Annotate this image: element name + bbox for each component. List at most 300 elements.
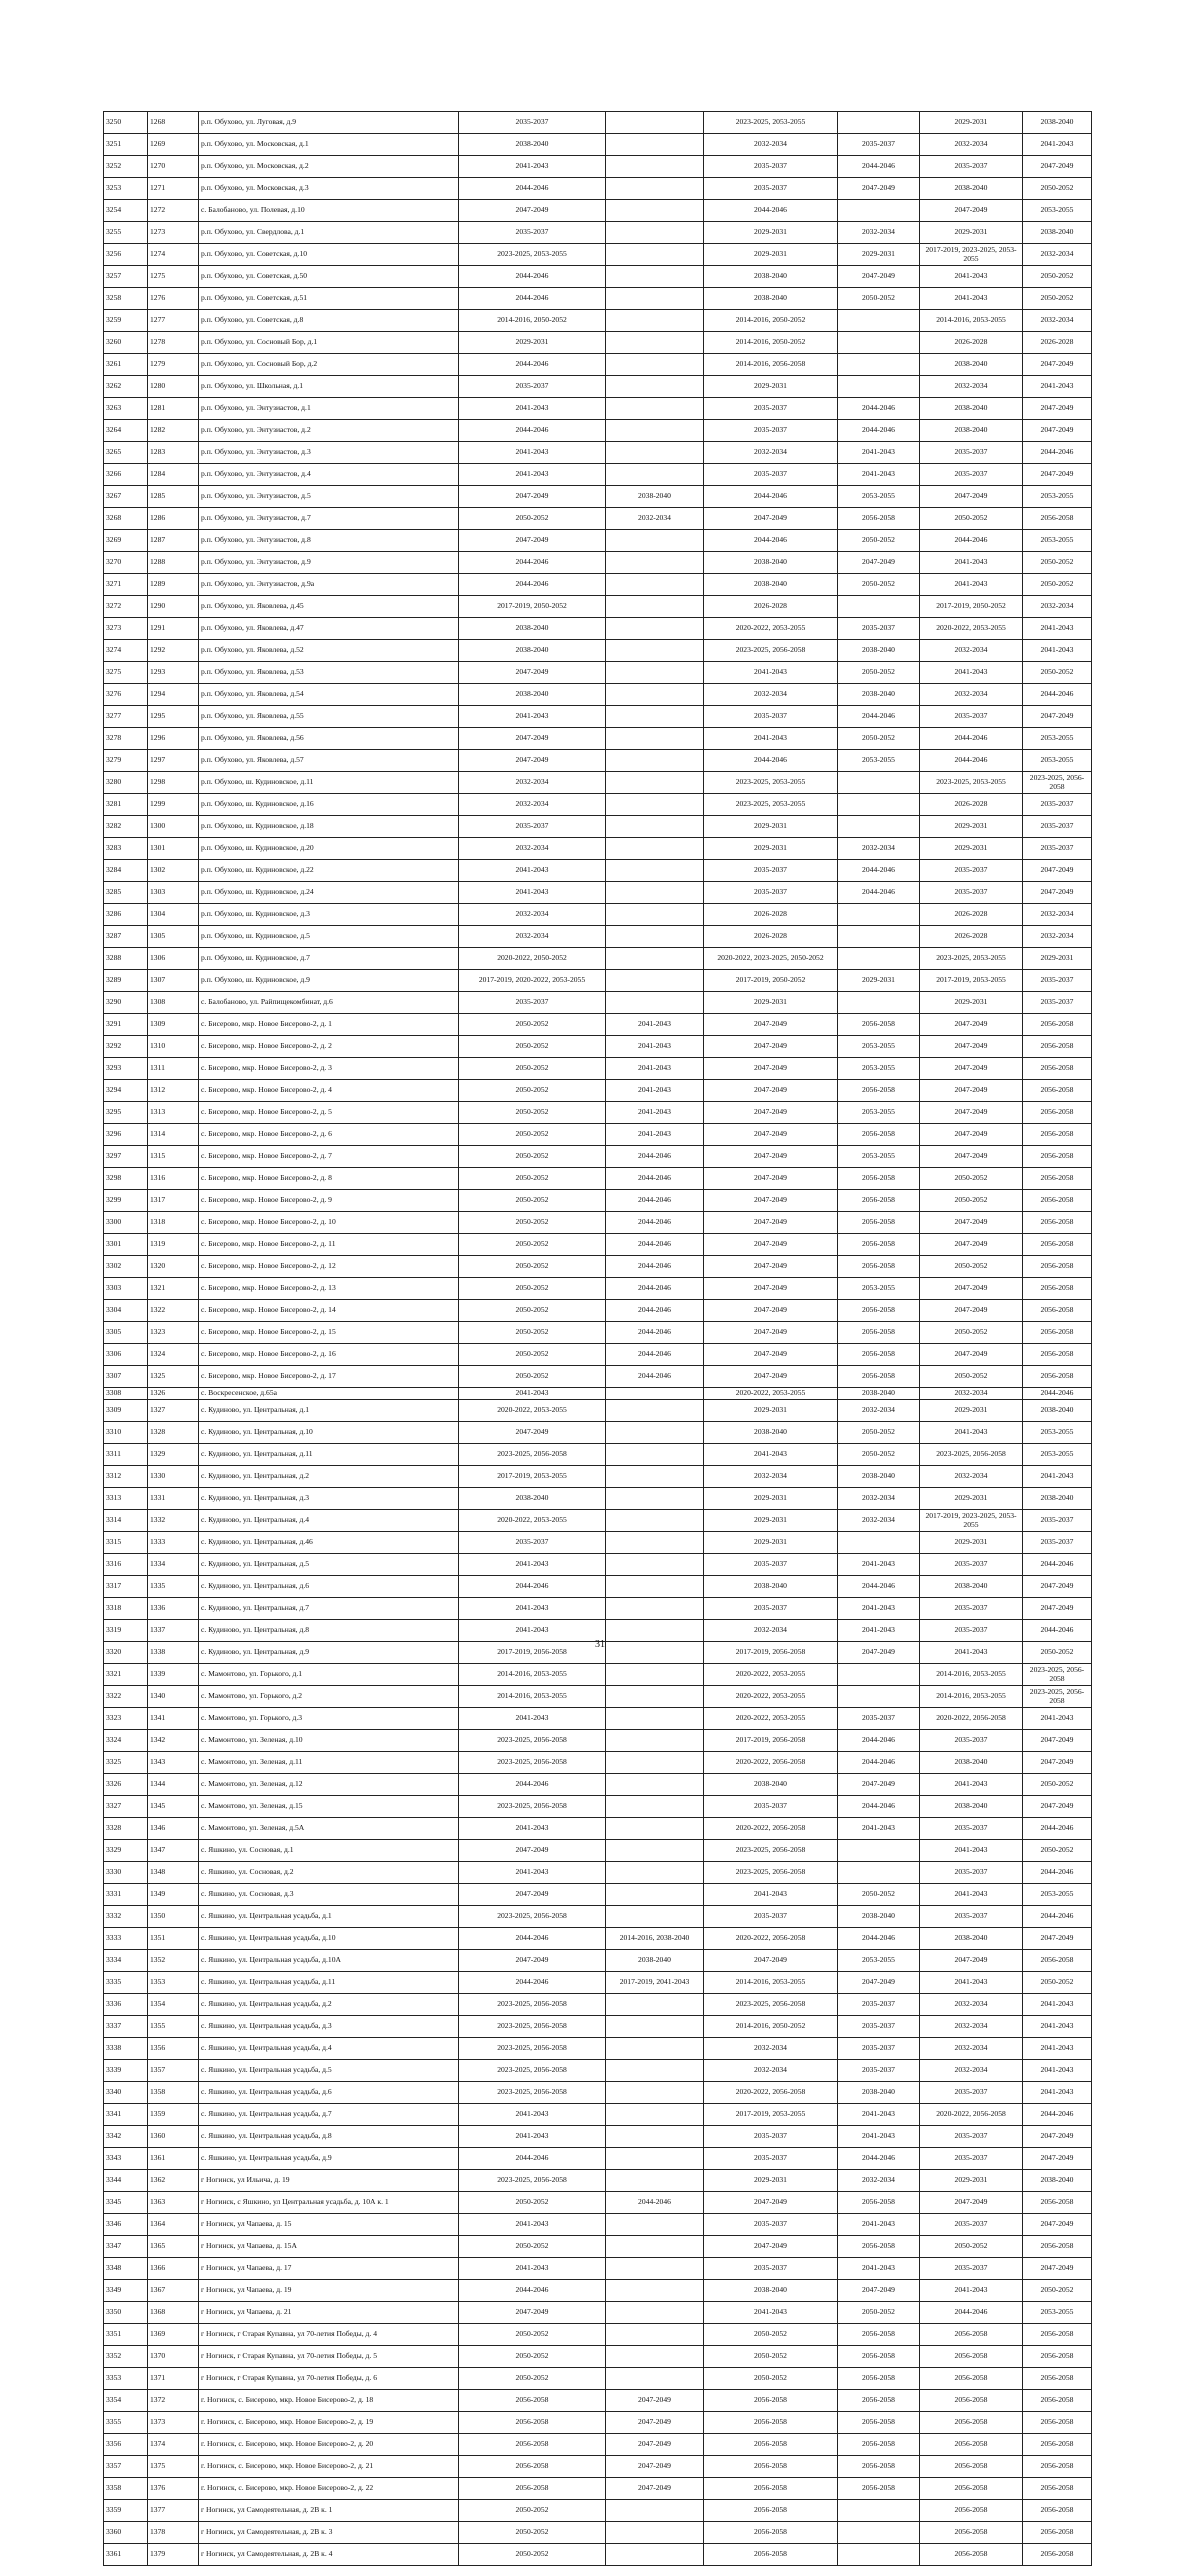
period-cell-2: 2044-2046	[606, 1344, 704, 1366]
period-cell-4: 2041-2043	[838, 2104, 920, 2126]
period-cell-3: 2023-2025, 2056-2058	[704, 1840, 838, 1862]
period-cell-2	[606, 706, 704, 728]
period-cell-5: 2035-2037	[920, 156, 1023, 178]
period-cell-2	[606, 926, 704, 948]
period-cell-6: 2047-2049	[1023, 2214, 1092, 2236]
period-cell-1: 2023-2025, 2053-2055	[459, 244, 606, 266]
period-cell-2	[606, 662, 704, 684]
period-cell-5: 2035-2037	[920, 2082, 1023, 2104]
period-cell-6: 2056-2058	[1023, 1278, 1092, 1300]
row-number-cell: 3325	[104, 1752, 148, 1774]
period-cell-4: 2035-2037	[838, 1994, 920, 2016]
address-cell: р.п. Обухово, ш. Кудиновское, д.11	[199, 772, 459, 794]
period-cell-6: 2056-2058	[1023, 2522, 1092, 2544]
period-cell-6: 2029-2031	[1023, 948, 1092, 970]
building-id-cell: 1368	[148, 2302, 199, 2324]
building-id-cell: 1377	[148, 2500, 199, 2522]
period-cell-6: 2056-2058	[1023, 2368, 1092, 2390]
table-row	[104, 618, 1092, 640]
table-row	[104, 1234, 1092, 1256]
period-cell-6: 2056-2058	[1023, 1058, 1092, 1080]
building-id-cell: 1276	[148, 288, 199, 310]
period-cell-6: 2056-2058	[1023, 2324, 1092, 2346]
period-cell-6: 2035-2037	[1023, 970, 1092, 992]
period-cell-4: 2041-2043	[838, 1818, 920, 1840]
building-id-cell: 1336	[148, 1598, 199, 1620]
row-number-cell: 3298	[104, 1168, 148, 1190]
period-cell-6: 2041-2043	[1023, 2060, 1092, 2082]
period-cell-3: 2056-2058	[704, 2522, 838, 2544]
period-cell-6: 2056-2058	[1023, 1080, 1092, 1102]
period-cell-5: 2056-2058	[920, 2324, 1023, 2346]
building-id-cell: 1348	[148, 1862, 199, 1884]
period-cell-4: 2050-2052	[838, 288, 920, 310]
period-cell-3: 2032-2034	[704, 684, 838, 706]
table-row	[104, 640, 1092, 662]
row-number-cell: 3289	[104, 970, 148, 992]
period-cell-4: 2056-2058	[838, 2192, 920, 2214]
address-cell: с. Бисерово, мкр. Новое Бисерово-2, д. 5	[199, 1102, 459, 1124]
table-row	[104, 1664, 1092, 1686]
row-number-cell: 3272	[104, 596, 148, 618]
period-cell-6: 2056-2058	[1023, 1300, 1092, 1322]
building-id-cell: 1296	[148, 728, 199, 750]
row-number-cell: 3328	[104, 1818, 148, 1840]
building-id-cell: 1379	[148, 2544, 199, 2566]
period-cell-4: 2041-2043	[838, 464, 920, 486]
table-row	[104, 2456, 1092, 2478]
period-cell-2	[606, 1906, 704, 1928]
period-cell-1: 2023-2025, 2056-2058	[459, 2170, 606, 2192]
period-cell-6: 2050-2052	[1023, 1972, 1092, 1994]
address-cell: г Ногинск, ул Чапаева, д. 19	[199, 2280, 459, 2302]
table-row	[104, 2302, 1092, 2324]
table-row	[104, 1466, 1092, 1488]
address-cell: с. Бисерово, мкр. Новое Бисерово-2, д. 16	[199, 1344, 459, 1366]
period-cell-4: 2050-2052	[838, 662, 920, 684]
period-cell-4: 2029-2031	[838, 244, 920, 266]
period-cell-1: 2029-2031	[459, 332, 606, 354]
row-number-cell: 3320	[104, 1642, 148, 1664]
address-cell: с. Мамонтово, ул. Горького, д.2	[199, 1686, 459, 1708]
row-number-cell: 3312	[104, 1466, 148, 1488]
period-cell-4: 2056-2058	[838, 2368, 920, 2390]
building-id-cell: 1352	[148, 1950, 199, 1972]
period-cell-1: 2038-2040	[459, 1488, 606, 1510]
period-cell-6: 2056-2058	[1023, 1102, 1092, 1124]
address-cell: р.п. Обухово, ш. Кудиновское, д.20	[199, 838, 459, 860]
period-cell-5: 2035-2037	[920, 2126, 1023, 2148]
period-cell-4: 2056-2058	[838, 1080, 920, 1102]
address-cell: с. Бисерово, мкр. Новое Бисерово-2, д. 1	[199, 1014, 459, 1036]
period-cell-5: 2041-2043	[920, 288, 1023, 310]
address-cell: р.п. Обухово, ш. Кудиновское, д.16	[199, 794, 459, 816]
period-cell-6: 2056-2058	[1023, 1014, 1092, 1036]
building-id-cell: 1343	[148, 1752, 199, 1774]
period-cell-3: 2056-2058	[704, 2478, 838, 2500]
period-cell-1: 2035-2037	[459, 112, 606, 134]
period-cell-1: 2056-2058	[459, 2412, 606, 2434]
period-cell-2	[606, 1796, 704, 1818]
row-number-cell: 3353	[104, 2368, 148, 2390]
period-cell-2	[606, 222, 704, 244]
period-cell-1: 2020-2022, 2053-2055	[459, 1400, 606, 1422]
period-cell-6: 2038-2040	[1023, 1400, 1092, 1422]
period-cell-3: 2014-2016, 2053-2055	[704, 1972, 838, 1994]
address-cell: с. Бисерово, мкр. Новое Бисерово-2, д. 12	[199, 1256, 459, 1278]
period-cell-3: 2023-2025, 2053-2055	[704, 794, 838, 816]
period-cell-3: 2029-2031	[704, 1510, 838, 1532]
table-row	[104, 904, 1092, 926]
period-cell-5: 2035-2037	[920, 2214, 1023, 2236]
period-cell-6: 2047-2049	[1023, 860, 1092, 882]
table-row	[104, 992, 1092, 1014]
row-number-cell: 3268	[104, 508, 148, 530]
period-cell-6: 2056-2058	[1023, 1344, 1092, 1366]
period-cell-5: 2047-2049	[920, 1058, 1023, 1080]
row-number-cell: 3314	[104, 1510, 148, 1532]
period-cell-1: 2050-2052	[459, 2522, 606, 2544]
period-cell-3: 2035-2037	[704, 882, 838, 904]
period-cell-1: 2023-2025, 2056-2058	[459, 1994, 606, 2016]
table-row	[104, 2192, 1092, 2214]
building-id-cell: 1333	[148, 1532, 199, 1554]
schedule-table	[103, 111, 1092, 2566]
period-cell-2: 2047-2049	[606, 2456, 704, 2478]
period-cell-6: 2044-2046	[1023, 442, 1092, 464]
period-cell-3: 2035-2037	[704, 1598, 838, 1620]
period-cell-1: 2023-2025, 2056-2058	[459, 2082, 606, 2104]
period-cell-1: 2047-2049	[459, 1422, 606, 1444]
address-cell: с. Мамонтово, ул. Горького, д.1	[199, 1664, 459, 1686]
period-cell-6: 2044-2046	[1023, 1554, 1092, 1576]
period-cell-1: 2050-2052	[459, 1278, 606, 1300]
table-row	[104, 1058, 1092, 1080]
period-cell-5: 2038-2040	[920, 1796, 1023, 1818]
period-cell-3: 2026-2028	[704, 596, 838, 618]
building-id-cell: 1303	[148, 882, 199, 904]
period-cell-4: 2050-2052	[838, 1444, 920, 1466]
period-cell-4: 2035-2037	[838, 2038, 920, 2060]
period-cell-3: 2038-2040	[704, 1774, 838, 1796]
period-cell-3: 2029-2031	[704, 816, 838, 838]
period-cell-3: 2023-2025, 2053-2055	[704, 112, 838, 134]
period-cell-3: 2020-2022, 2053-2055	[704, 618, 838, 640]
building-id-cell: 1284	[148, 464, 199, 486]
address-cell: г Ногинск, ул Чапаева, д. 17	[199, 2258, 459, 2280]
building-id-cell: 1314	[148, 1124, 199, 1146]
row-number-cell: 3305	[104, 1322, 148, 1344]
period-cell-2: 2044-2046	[606, 1234, 704, 1256]
period-cell-5: 2032-2034	[920, 1388, 1023, 1400]
period-cell-4: 2044-2046	[838, 2148, 920, 2170]
row-number-cell: 3292	[104, 1036, 148, 1058]
address-cell: р.п. Обухово, ул. Школьная, д.1	[199, 376, 459, 398]
address-cell: р.п. Обухово, ул. Яковлева, д.54	[199, 684, 459, 706]
table-row	[104, 2522, 1092, 2544]
period-cell-2	[606, 1664, 704, 1686]
period-cell-5: 2047-2049	[920, 1014, 1023, 1036]
period-cell-5: 2026-2028	[920, 332, 1023, 354]
period-cell-3: 2047-2049	[704, 1300, 838, 1322]
row-number-cell: 3265	[104, 442, 148, 464]
address-cell: г. Ногинск, с. Бисерово, мкр. Новое Бисерово-2, д. 18	[199, 2390, 459, 2412]
row-number-cell: 3262	[104, 376, 148, 398]
table-row	[104, 354, 1092, 376]
period-cell-2	[606, 1510, 704, 1532]
period-cell-2: 2044-2046	[606, 1212, 704, 1234]
period-cell-3: 2023-2025, 2056-2058	[704, 1862, 838, 1884]
period-cell-4: 2044-2046	[838, 882, 920, 904]
period-cell-5: 2035-2037	[920, 464, 1023, 486]
row-number-cell: 3356	[104, 2434, 148, 2456]
building-id-cell: 1268	[148, 112, 199, 134]
period-cell-4: 2056-2058	[838, 1344, 920, 1366]
period-cell-5: 2041-2043	[920, 1774, 1023, 1796]
period-cell-3: 2044-2046	[704, 750, 838, 772]
address-cell: с. Яшкино, ул. Центральная усадьба, д.11	[199, 1972, 459, 1994]
period-cell-6: 2053-2055	[1023, 2302, 1092, 2324]
table-row	[104, 2214, 1092, 2236]
period-cell-3: 2014-2016, 2050-2052	[704, 310, 838, 332]
period-cell-3: 2056-2058	[704, 2434, 838, 2456]
period-cell-5: 2038-2040	[920, 178, 1023, 200]
address-cell: р.п. Обухово, ш. Кудиновское, д.7	[199, 948, 459, 970]
period-cell-5: 2056-2058	[920, 2346, 1023, 2368]
period-cell-5: 2041-2043	[920, 552, 1023, 574]
period-cell-3: 2020-2022, 2053-2055	[704, 1686, 838, 1708]
period-cell-6: 2047-2049	[1023, 1928, 1092, 1950]
period-cell-2	[606, 970, 704, 992]
period-cell-1: 2032-2034	[459, 794, 606, 816]
period-cell-6: 2026-2028	[1023, 332, 1092, 354]
period-cell-1: 2050-2052	[459, 508, 606, 530]
period-cell-4	[838, 2544, 920, 2566]
period-cell-1: 2050-2052	[459, 2236, 606, 2258]
building-id-cell: 1354	[148, 1994, 199, 2016]
period-cell-6: 2056-2058	[1023, 2346, 1092, 2368]
table-row	[104, 2148, 1092, 2170]
period-cell-3: 2023-2025, 2056-2058	[704, 1994, 838, 2016]
period-cell-3: 2041-2043	[704, 2302, 838, 2324]
period-cell-4: 2038-2040	[838, 684, 920, 706]
building-id-cell: 1309	[148, 1014, 199, 1036]
period-cell-2	[606, 2302, 704, 2324]
building-id-cell: 1304	[148, 904, 199, 926]
row-number-cell: 3335	[104, 1972, 148, 1994]
period-cell-5: 2026-2028	[920, 926, 1023, 948]
period-cell-3: 2017-2019, 2056-2058	[704, 1730, 838, 1752]
period-cell-2: 2047-2049	[606, 2390, 704, 2412]
address-cell: р.п. Обухово, ул. Энтузиастов, д.2	[199, 420, 459, 442]
period-cell-1: 2038-2040	[459, 684, 606, 706]
address-cell: р.п. Обухово, ул. Яковлева, д.56	[199, 728, 459, 750]
period-cell-6: 2056-2058	[1023, 1168, 1092, 1190]
period-cell-3: 2047-2049	[704, 1124, 838, 1146]
period-cell-3: 2020-2022, 2053-2055	[704, 1664, 838, 1686]
period-cell-5: 2047-2049	[920, 1950, 1023, 1972]
building-id-cell: 1355	[148, 2016, 199, 2038]
period-cell-5: 2035-2037	[920, 2258, 1023, 2280]
period-cell-4	[838, 310, 920, 332]
row-number-cell: 3340	[104, 2082, 148, 2104]
address-cell: р.п. Обухово, ул. Советская, д.50	[199, 266, 459, 288]
period-cell-1: 2050-2052	[459, 1124, 606, 1146]
period-cell-3: 2023-2025, 2056-2058	[704, 640, 838, 662]
period-cell-3: 2035-2037	[704, 2258, 838, 2280]
table-row	[104, 134, 1092, 156]
period-cell-5: 2044-2046	[920, 530, 1023, 552]
period-cell-4: 2056-2058	[838, 1234, 920, 1256]
period-cell-4	[838, 332, 920, 354]
period-cell-2	[606, 420, 704, 442]
period-cell-3: 2047-2049	[704, 1344, 838, 1366]
table-row	[104, 332, 1092, 354]
period-cell-3: 2026-2028	[704, 926, 838, 948]
period-cell-1: 2020-2022, 2053-2055	[459, 1510, 606, 1532]
period-cell-1: 2023-2025, 2056-2058	[459, 2016, 606, 2038]
table-row	[104, 1510, 1092, 1532]
period-cell-4: 2035-2037	[838, 1708, 920, 1730]
address-cell: с. Бисерово, мкр. Новое Бисерово-2, д. 3	[199, 1058, 459, 1080]
building-id-cell: 1369	[148, 2324, 199, 2346]
period-cell-5: 2029-2031	[920, 222, 1023, 244]
address-cell: с. Яшкино, ул. Центральная усадьба, д.9	[199, 2148, 459, 2170]
period-cell-4: 2056-2058	[838, 1190, 920, 1212]
period-cell-4: 2053-2055	[838, 1278, 920, 1300]
table-row	[104, 1576, 1092, 1598]
period-cell-2	[606, 1818, 704, 1840]
period-cell-1: 2050-2052	[459, 2544, 606, 2566]
table-row	[104, 112, 1092, 134]
period-cell-6: 2041-2043	[1023, 2038, 1092, 2060]
period-cell-4: 2053-2055	[838, 1058, 920, 1080]
period-cell-1: 2041-2043	[459, 442, 606, 464]
building-id-cell: 1312	[148, 1080, 199, 1102]
table-row	[104, 310, 1092, 332]
period-cell-6: 2044-2046	[1023, 1388, 1092, 1400]
period-cell-6: 2053-2055	[1023, 530, 1092, 552]
period-cell-3: 2056-2058	[704, 2544, 838, 2566]
period-cell-4: 2047-2049	[838, 552, 920, 574]
row-number-cell: 3329	[104, 1840, 148, 1862]
period-cell-4: 2056-2058	[838, 1366, 920, 1388]
table-row	[104, 2478, 1092, 2500]
period-cell-3: 2038-2040	[704, 266, 838, 288]
address-cell: с. Мамонтово, ул. Зеленая, д.11	[199, 1752, 459, 1774]
period-cell-6: 2056-2058	[1023, 1190, 1092, 1212]
period-cell-1: 2050-2052	[459, 2346, 606, 2368]
period-cell-6: 2047-2049	[1023, 354, 1092, 376]
period-cell-5: 2047-2049	[920, 1234, 1023, 1256]
table-row	[104, 200, 1092, 222]
period-cell-2: 2044-2046	[606, 1190, 704, 1212]
row-number-cell: 3286	[104, 904, 148, 926]
period-cell-6: 2056-2058	[1023, 2544, 1092, 2566]
period-cell-5: 2050-2052	[920, 508, 1023, 530]
row-number-cell: 3330	[104, 1862, 148, 1884]
table-row	[104, 1488, 1092, 1510]
address-cell: р.п. Обухово, ул. Советская, д.51	[199, 288, 459, 310]
period-cell-4: 2038-2040	[838, 640, 920, 662]
period-cell-2: 2044-2046	[606, 1168, 704, 1190]
period-cell-2	[606, 2280, 704, 2302]
building-id-cell: 1277	[148, 310, 199, 332]
table-row	[104, 1300, 1092, 1322]
period-cell-2: 2014-2016, 2038-2040	[606, 1928, 704, 1950]
building-id-cell: 1323	[148, 1322, 199, 1344]
period-cell-6: 2047-2049	[1023, 2258, 1092, 2280]
building-id-cell: 1285	[148, 486, 199, 508]
period-cell-2	[606, 1884, 704, 1906]
period-cell-4: 2041-2043	[838, 1554, 920, 1576]
period-cell-4: 2050-2052	[838, 1884, 920, 1906]
period-cell-3: 2047-2049	[704, 1366, 838, 1388]
period-cell-6: 2050-2052	[1023, 2280, 1092, 2302]
period-cell-3: 2014-2016, 2050-2052	[704, 2016, 838, 2038]
period-cell-6: 2032-2034	[1023, 904, 1092, 926]
period-cell-3: 2032-2034	[704, 2038, 838, 2060]
period-cell-5: 2038-2040	[920, 1752, 1023, 1774]
table-row	[104, 1884, 1092, 1906]
address-cell: р.п. Обухово, ул. Энтузиастов, д.5	[199, 486, 459, 508]
address-cell: с. Яшкино, ул. Центральная усадьба, д.5	[199, 2060, 459, 2082]
period-cell-4	[838, 112, 920, 134]
period-cell-3: 2032-2034	[704, 1620, 838, 1642]
period-cell-2	[606, 398, 704, 420]
address-cell: с. Яшкино, ул. Центральная усадьба, д.6	[199, 2082, 459, 2104]
building-id-cell: 1313	[148, 1102, 199, 1124]
building-id-cell: 1361	[148, 2148, 199, 2170]
building-id-cell: 1310	[148, 1036, 199, 1058]
period-cell-6: 2056-2058	[1023, 2412, 1092, 2434]
period-cell-2	[606, 640, 704, 662]
period-cell-6: 2044-2046	[1023, 684, 1092, 706]
table-row	[104, 1366, 1092, 1388]
period-cell-6: 2053-2055	[1023, 750, 1092, 772]
address-cell: р.п. Обухово, ул. Советская, д.10	[199, 244, 459, 266]
table-row	[104, 552, 1092, 574]
row-number-cell: 3290	[104, 992, 148, 1014]
period-cell-5: 2038-2040	[920, 420, 1023, 442]
period-cell-6: 2041-2043	[1023, 1466, 1092, 1488]
row-number-cell: 3273	[104, 618, 148, 640]
period-cell-2	[606, 156, 704, 178]
period-cell-2	[606, 596, 704, 618]
period-cell-3: 2029-2031	[704, 222, 838, 244]
period-cell-3: 2035-2037	[704, 178, 838, 200]
period-cell-1: 2050-2052	[459, 1366, 606, 1388]
period-cell-1: 2047-2049	[459, 530, 606, 552]
address-cell: г Ногинск, ул Ильича, д. 19	[199, 2170, 459, 2192]
period-cell-4: 2056-2058	[838, 2324, 920, 2346]
period-cell-1: 2041-2043	[459, 1818, 606, 1840]
period-cell-1: 2056-2058	[459, 2434, 606, 2456]
period-cell-6: 2047-2049	[1023, 1752, 1092, 1774]
row-number-cell: 3333	[104, 1928, 148, 1950]
period-cell-5: 2047-2049	[920, 1278, 1023, 1300]
period-cell-3: 2020-2022, 2056-2058	[704, 1752, 838, 1774]
period-cell-6: 2047-2049	[1023, 706, 1092, 728]
address-cell: р.п. Обухово, ул. Энтузиастов, д.1	[199, 398, 459, 420]
address-cell: с. Бисерово, мкр. Новое Бисерово-2, д. 15	[199, 1322, 459, 1344]
period-cell-2	[606, 1576, 704, 1598]
address-cell: р.п. Обухово, ул. Сосновый Бор, д.2	[199, 354, 459, 376]
period-cell-1: 2032-2034	[459, 772, 606, 794]
period-cell-5: 2038-2040	[920, 1928, 1023, 1950]
building-id-cell: 1302	[148, 860, 199, 882]
row-number-cell: 3264	[104, 420, 148, 442]
